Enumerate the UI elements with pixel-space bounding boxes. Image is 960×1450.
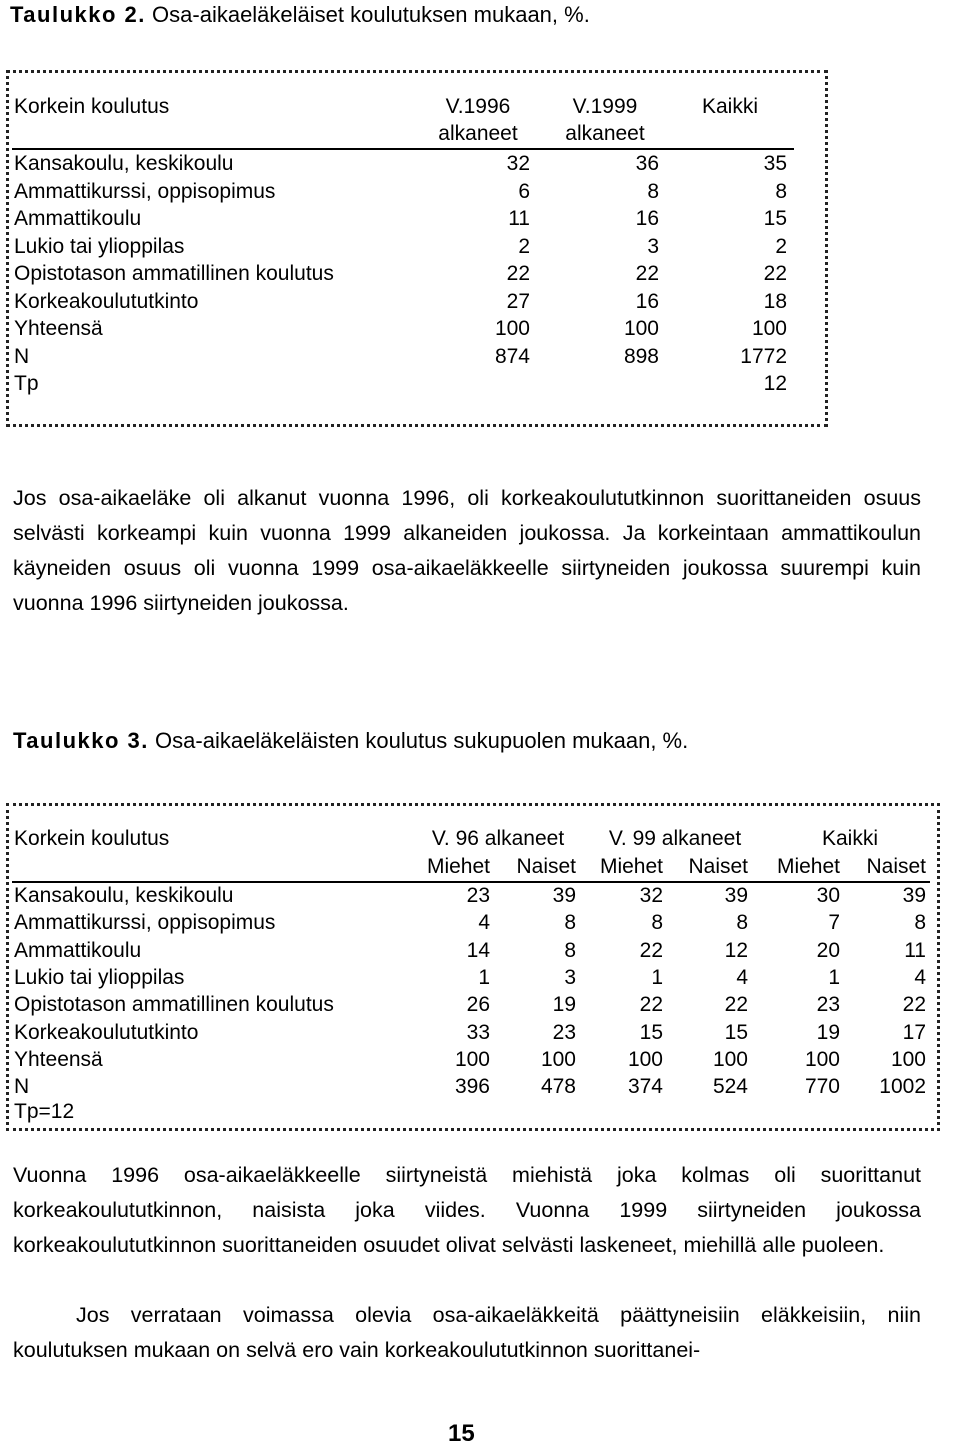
table-cell: 11 [904,938,926,962]
paragraph-2: Vuonna 1996 osa-aikaeläkkeelle siirtyneistä miehistä joka kolmas oli suorittanut korkeakoulututkinnon, naisista joka viides. Vuonna 1999 siirtyneiden joukossa korkeakoulututkinnon suorittaneiden osuudet olivat selvästi laskeneet, miehillä alle puoleen. [13,1163,921,1257]
cell-v1996: 22 [506,262,530,285]
cell-kaikki: 35 [763,152,787,175]
table-cell: 8 [564,911,576,935]
table2-header-rule [12,148,794,150]
table3-label: Taulukko 3. [13,728,149,753]
table-cell: 22 [639,993,663,1017]
subheader-naiset: Naiset [688,855,748,878]
cell-v1996: 32 [506,152,530,175]
cell-v1999: 8 [647,179,659,203]
table-cell: 770 [804,1075,840,1099]
row-label: Ammattikoulu [14,207,142,230]
table-cell: 22 [639,938,663,962]
table2-label: Taulukko 2. [10,2,146,27]
cell-v1999: 898 [623,344,659,368]
table-cell: 100 [454,1047,490,1071]
table-cell: 22 [902,993,926,1017]
row-label: Tp [14,372,39,395]
row-label: Opistotason ammatillinen koulutus [14,262,334,285]
cell-v1996: 100 [494,317,530,340]
row-label: Yhteensä [14,317,103,340]
paragraph-1: Jos osa-aikaeläke oli alkanut vuonna 1996, oli korkeakoulututkinnon suorittaneiden osuus selvästi korkeampi kuin vuonna 1999 alkaneiden joukossa. Ja korkeintaan ammattikoulun käyneiden osuus oli vuonna 1999 osa-aikaeläkkeelle siirtyneiden joukossa suurempi kuin vuonna 1996 siirtyneiden joukossa. [13,486,921,615]
row-label: Lukio tai ylioppilas [14,234,185,258]
table-cell: 4 [478,911,490,935]
table-cell: 8 [651,911,663,935]
cell-v1996: 27 [506,289,530,313]
subheader-naiset: Naiset [516,855,576,878]
table-cell: 396 [454,1075,490,1099]
cell-kaikki: 22 [763,262,787,285]
table-cell: 23 [466,884,490,907]
table-cell: 524 [712,1075,748,1099]
table-cell: 1002 [879,1075,926,1099]
table-cell: 8 [914,911,926,935]
table3-header-rule [12,881,930,883]
table3-header-education: Korkein koulutus [14,827,170,850]
table2-header-1999: V.1999 [572,95,638,118]
table-cell: 4 [736,965,748,989]
table-cell: 39 [902,884,926,907]
table-cell: 39 [552,884,576,907]
table-cell: 8 [736,911,748,935]
cell-v1999: 36 [635,152,659,175]
cell-v1996: 874 [494,344,530,368]
row-label: Opistotason ammatillinen koulutus [14,993,334,1017]
table3-caption-text: Osa-aikaeläkeläisten koulutus sukupuolen mukaan, %. [155,728,689,753]
cell-kaikki: 8 [775,179,787,203]
cell-v1999: 22 [635,262,659,285]
row-label: Ammattikurssi, oppisopimus [14,179,276,203]
subheader-naiset: Naiset [866,855,926,878]
table-cell: 15 [639,1020,663,1044]
table-cell: 23 [552,1020,576,1044]
table3-caption [13,728,688,754]
cell-kaikki: 2 [775,234,787,258]
table-cell: 19 [552,993,576,1017]
page-number: 15 [448,1420,475,1447]
cell-v1996: 6 [518,179,530,203]
table3-header-total: Kaikki [821,827,879,850]
table-cell: 30 [816,884,840,907]
row-label: Korkeakoulututkinto [14,1020,199,1044]
table-cell: 1 [828,965,840,989]
table-cell: 39 [724,884,748,907]
table3-header-1996: V. 96 alkaneet [431,827,565,850]
table-cell: 8 [564,938,576,962]
row-label: N [14,1075,30,1099]
table-cell: 100 [890,1047,926,1071]
row-label: N [14,344,30,368]
table-cell: 15 [724,1020,748,1044]
row-label: Kansakoulu, keskikoulu [14,152,234,175]
cell-v1999: 16 [635,289,659,313]
table-cell: 17 [902,1020,926,1044]
table-cell: 33 [466,1020,490,1044]
table2-header-education: Korkein koulutus [14,95,170,118]
row-label: Kansakoulu, keskikoulu [14,884,234,907]
table2-caption [10,2,590,28]
table-cell: 26 [466,993,490,1017]
paragraph-3: Jos verrataan voimassa olevia osa-aikaeläkkeitä päättyneisiin eläkkeisiin, niin koulutuksen mukaan on selvä ero vain korkeakoulututkinnon suorittanei- [13,1303,921,1362]
cell-v1999: 3 [647,234,659,258]
cell-v1999: 100 [623,317,659,340]
table3-header-1999: V. 99 alkaneet [608,827,742,850]
table-cell: 23 [816,993,840,1017]
cell-v1996: 2 [518,234,530,258]
table-cell: 100 [540,1047,576,1071]
table-cell: 12 [724,938,748,962]
row-label: Yhteensä [14,1047,103,1071]
subheader-miehet: Miehet [776,855,840,878]
cell-v1999: 16 [635,207,659,230]
cell-v1996: 11 [508,207,530,230]
subheader-miehet: Miehet [426,855,490,878]
cell-kaikki: 1772 [740,344,787,368]
cell-kaikki: 12 [763,372,787,395]
table-cell: 19 [816,1020,840,1044]
table-cell: 100 [804,1047,840,1071]
table-cell: 22 [724,993,748,1017]
table3-footer: Tp=12 [14,1100,75,1123]
table-cell: 4 [914,965,926,989]
table-cell: 3 [564,965,576,989]
table2-caption-text: Osa-aikaeläkeläiset koulutuksen mukaan, %. [152,2,590,27]
table-cell: 14 [466,938,490,962]
table2-header-total: Kaikki [701,95,759,118]
cell-kaikki: 15 [763,207,787,230]
subheader-miehet: Miehet [599,855,663,878]
row-label: Ammattikurssi, oppisopimus [14,911,276,935]
row-label: Korkeakoulututkinto [14,289,199,313]
table-cell: 1 [651,965,663,989]
table-cell: 32 [639,884,663,907]
table2-header-1996: V.1996 [445,95,511,118]
row-label: Ammattikoulu [14,938,142,962]
table-cell: 374 [627,1075,663,1099]
table-cell: 100 [627,1047,663,1071]
table-cell: 1 [478,965,490,989]
table-cell: 20 [816,938,840,962]
table2-header-1996-sub: alkaneet [438,122,518,145]
table-cell: 478 [540,1075,576,1099]
table2-header-1999-sub: alkaneet [565,122,645,145]
cell-kaikki: 18 [763,289,787,313]
table-cell: 100 [712,1047,748,1071]
table-cell: 7 [828,911,840,935]
row-label: Lukio tai ylioppilas [14,965,185,989]
cell-kaikki: 100 [751,317,787,340]
